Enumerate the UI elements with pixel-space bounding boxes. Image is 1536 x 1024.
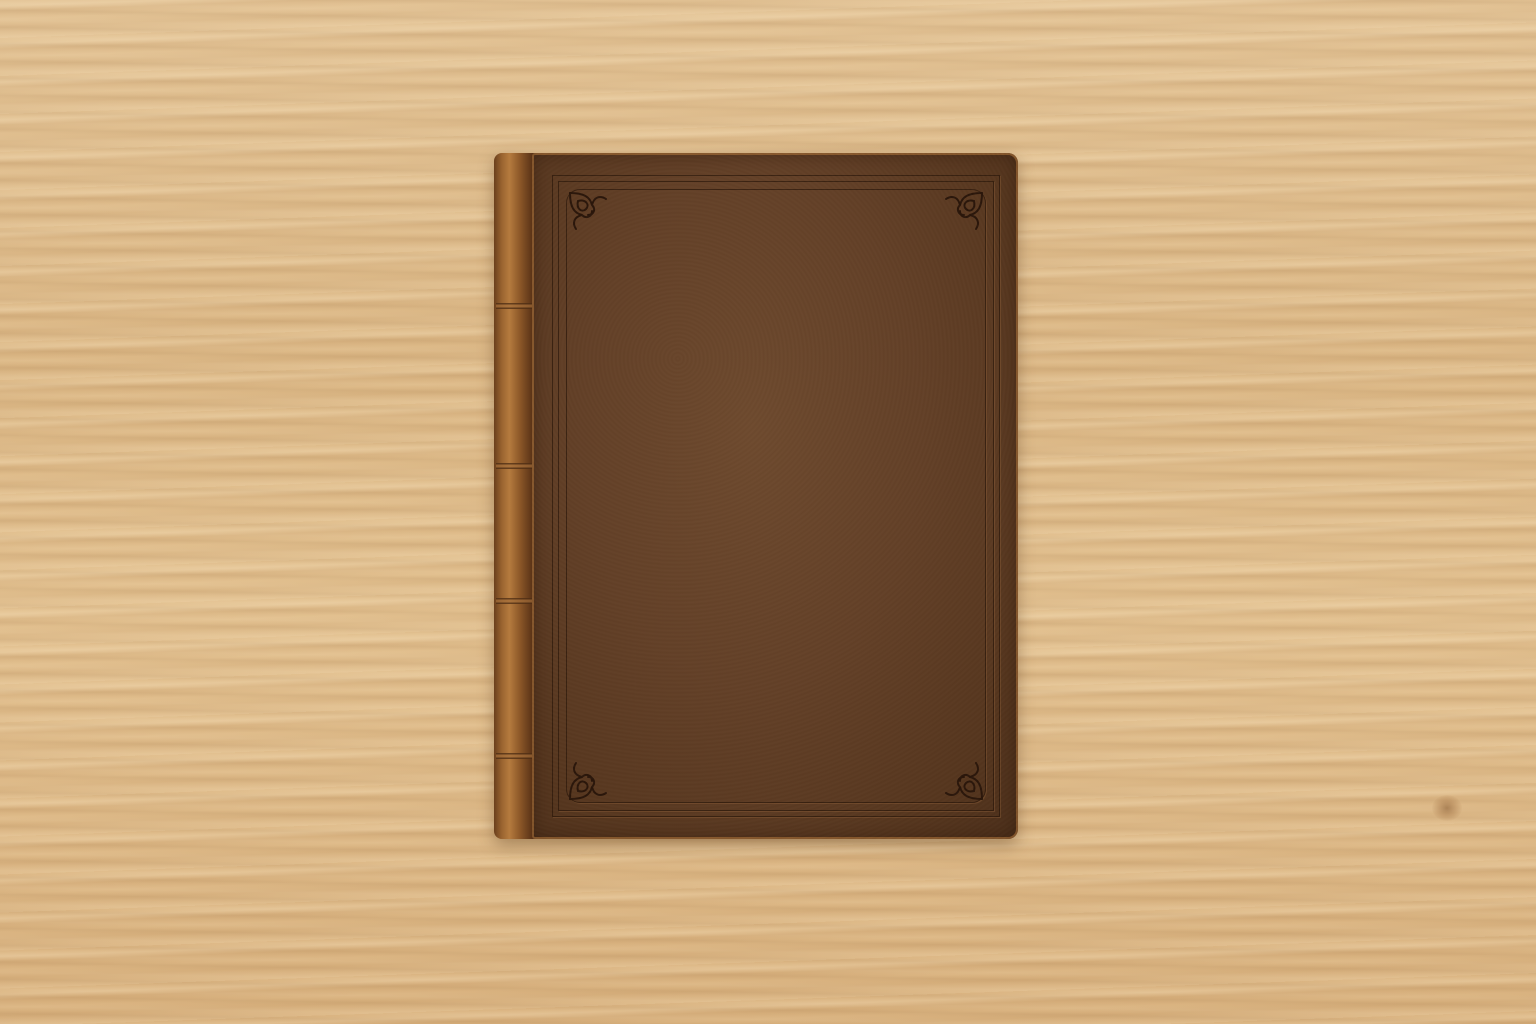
- corner-ornament-icon: [932, 749, 988, 805]
- spine-band: [496, 598, 536, 604]
- corner-ornament-icon: [564, 187, 620, 243]
- corner-ornament-icon: [932, 187, 988, 243]
- spine-band: [496, 303, 536, 309]
- book-cover: [532, 153, 1018, 839]
- cover-border-inner: [566, 189, 986, 803]
- spine-band: [496, 753, 536, 759]
- wood-knot: [1432, 795, 1462, 821]
- corner-ornament-icon: [564, 749, 620, 805]
- spine-band: [496, 463, 536, 469]
- leather-book: [494, 153, 1018, 839]
